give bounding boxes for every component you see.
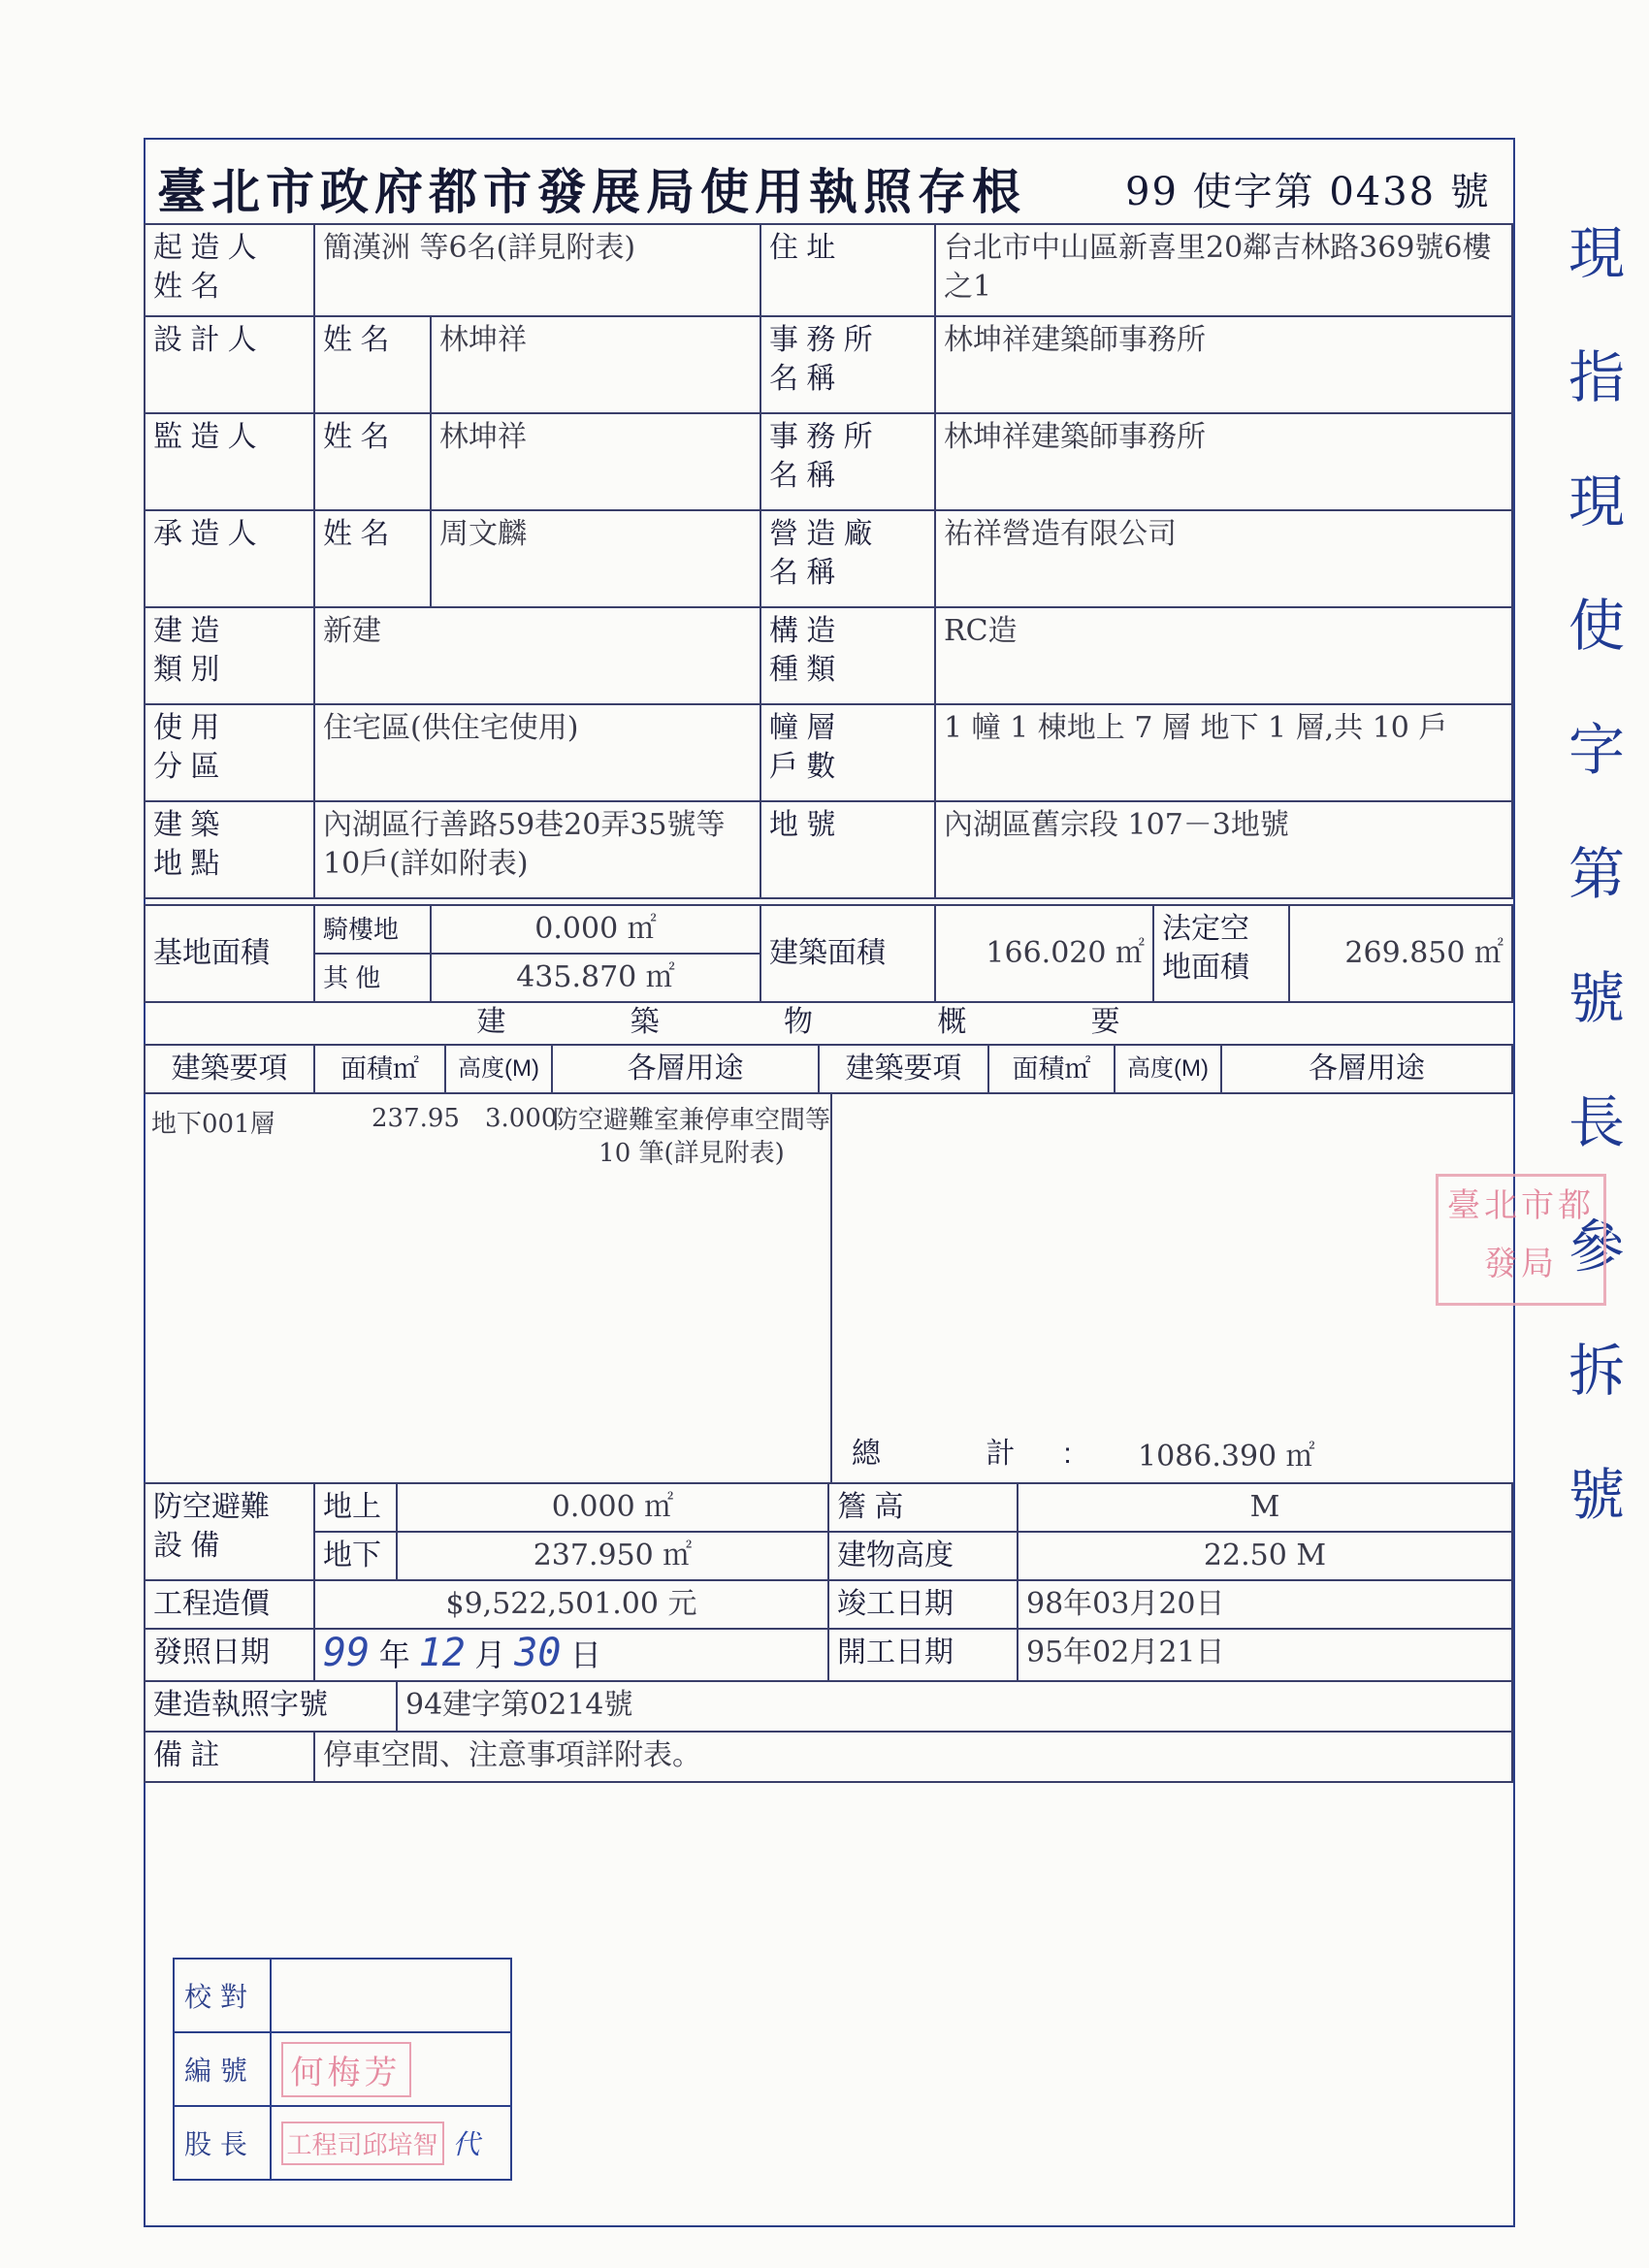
chief-stamp-cell [271, 2106, 511, 2180]
total-label: 總 計: [852, 1438, 1120, 1470]
supervisor-name: 林坤祥 [431, 413, 760, 510]
start-date-label: 開工日期 [828, 1629, 1018, 1681]
contractor-label: 承 造 人 [145, 510, 314, 607]
floor-entry-use: 防空避難室兼停車空間等 10 筆(詳見附表) [552, 1106, 830, 1168]
designer-office-label: 事 務 所 名 稱 [760, 316, 935, 413]
below-value: 237.950 ㎡ [397, 1532, 828, 1580]
contractor-company: 祐祥營造有限公司 [935, 510, 1512, 607]
chief-note: 代 [452, 2127, 480, 2160]
col-item-left: 建築要項 [145, 1045, 314, 1093]
designer-name: 林坤祥 [431, 316, 760, 413]
floors-label: 幢 層 戶 數 [760, 704, 935, 801]
site-area-table [144, 904, 1513, 1003]
summary-header [144, 1044, 1513, 1094]
contractor-company-label: 營 造 廠 名 稱 [760, 510, 935, 607]
contractor-name: 周文麟 [431, 510, 760, 607]
issue-year: 99 [323, 1631, 371, 1675]
chief-stamp: 工程司邱培智 [281, 2122, 444, 2165]
zone-label: 使 用 分 區 [145, 704, 314, 801]
above-value: 0.000 ㎡ [397, 1483, 828, 1532]
other-value: 435.870 ㎡ [431, 954, 760, 1002]
issue-date-label: 發照日期 [145, 1629, 314, 1681]
cost-value: $9,522,501.00 元 [314, 1580, 828, 1629]
issue-day: 30 [514, 1631, 562, 1675]
designer-name-label: 姓 名 [314, 316, 431, 413]
number-stamp: 何梅芳 [281, 2042, 411, 2097]
open-space-label: 法定空 地面積 [1153, 905, 1289, 1002]
open-space-value: 269.850 ㎡ [1289, 905, 1512, 1002]
designer-label: 設 計 人 [145, 316, 314, 413]
col-use-right: 各層用途 [1221, 1045, 1512, 1093]
supervisor-name-label: 姓 名 [314, 413, 431, 510]
address-value: 台北市中山區新喜里20鄰吉林路369號6樓之1 [935, 224, 1512, 316]
location-label: 建 築 地 點 [145, 801, 314, 898]
arcade-value: 0.000 ㎡ [431, 905, 760, 954]
remark-label: 備 註 [145, 1732, 314, 1782]
floor-entry-area: 237.95 [372, 1104, 460, 1133]
arcade-label: 騎樓地 [314, 905, 431, 954]
start-date-value: 95年02月21日 [1018, 1629, 1512, 1681]
issue-month: 12 [418, 1631, 466, 1675]
building-area-value: 166.020 ㎡ [935, 905, 1153, 1002]
address-label: 住 址 [760, 224, 935, 316]
build-type-label: 建 造 類 別 [145, 607, 314, 704]
eaves-label: 簷 高 [828, 1483, 1018, 1532]
cost-label: 工程造價 [145, 1580, 314, 1629]
above-label: 地上 [314, 1483, 397, 1532]
official-seal: 臺北市都發局 [1436, 1174, 1606, 1306]
side-vertical-chars: 現指現使字第號長參拆號 [1559, 223, 1625, 1589]
col-use-left: 各層用途 [552, 1045, 819, 1093]
supervisor-office: 林坤祥建築師事務所 [935, 413, 1512, 510]
col-area-left: 面積㎡ [314, 1045, 445, 1093]
permit-form-table [144, 223, 1513, 899]
below-label: 地下 [314, 1532, 397, 1580]
structure-label: 構 造 種 類 [760, 607, 935, 704]
lot-label: 地 號 [760, 801, 935, 898]
number-stamp-cell [271, 2032, 511, 2106]
summary-title: 建 築 物 概 要 [144, 1001, 1511, 1046]
applicant-value: 簡漢洲 等6名(詳見附表) [314, 224, 760, 316]
building-height-label: 建物高度 [828, 1532, 1018, 1580]
shelter-label: 防空避難 設 備 [145, 1483, 314, 1580]
side-vertical-text [1535, 223, 1625, 1627]
contractor-name-label: 姓 名 [314, 510, 431, 607]
build-type: 新建 [314, 607, 760, 704]
structure-value: RC造 [935, 607, 1512, 704]
eaves-value: M [1018, 1483, 1512, 1532]
proof-signature [271, 1959, 511, 2032]
build-permit-value: 94建字第0214號 [397, 1681, 1512, 1732]
building-area-label: 建築面積 [760, 905, 935, 1002]
location-value: 內湖區行善路59巷20弄35號等10戶(詳如附表) [314, 801, 760, 898]
number-label: 編 號 [174, 2032, 271, 2106]
col-height-left: 高度(M) [445, 1045, 552, 1093]
other-label: 其 他 [314, 954, 431, 1002]
issue-date: 99 年 12 月 30 日 [314, 1629, 828, 1681]
permit-number: 99 使字第 0438 號 [1125, 170, 1491, 214]
completion-label: 竣工日期 [828, 1580, 1018, 1629]
zone-value: 住宅區(供住宅使用) [314, 704, 760, 801]
col-area-right: 面積㎡ [988, 1045, 1115, 1093]
col-height-right: 高度(M) [1115, 1045, 1221, 1093]
floor-entry-height: 3.000 [485, 1104, 558, 1133]
floor-entry-name: 地下001層 [151, 1110, 275, 1139]
site-area-label: 基地面積 [145, 905, 314, 1002]
summary-body [144, 1094, 1511, 1484]
supervisor-office-label: 事 務 所 名 稱 [760, 413, 935, 510]
total-value: 1086.390 ㎡ [1138, 1440, 1315, 1474]
bottom-table [144, 1482, 1513, 1783]
signoff-table [173, 1958, 512, 2181]
applicant-label: 起 造 人 姓 名 [145, 224, 314, 316]
floors-value: 1 幢 1 棟地上 7 層 地下 1 層,共 10 戶 [935, 704, 1512, 801]
col-item-right: 建築要項 [819, 1045, 988, 1093]
proof-label: 校 對 [174, 1959, 271, 2032]
building-height-value: 22.50 M [1018, 1532, 1512, 1580]
build-permit-label: 建造執照字號 [145, 1681, 397, 1732]
lot-value: 內湖區舊宗段 107－3地號 [935, 801, 1512, 898]
designer-office: 林坤祥建築師事務所 [935, 316, 1512, 413]
supervisor-label: 監 造 人 [145, 413, 314, 510]
completion-value: 98年03月20日 [1018, 1580, 1512, 1629]
page-title: 臺北市政府都市發展局使用執照存根 [157, 163, 1026, 220]
remark-value: 停車空間、注意事項詳附表。 [314, 1732, 1512, 1782]
chief-label: 股 長 [174, 2106, 271, 2180]
